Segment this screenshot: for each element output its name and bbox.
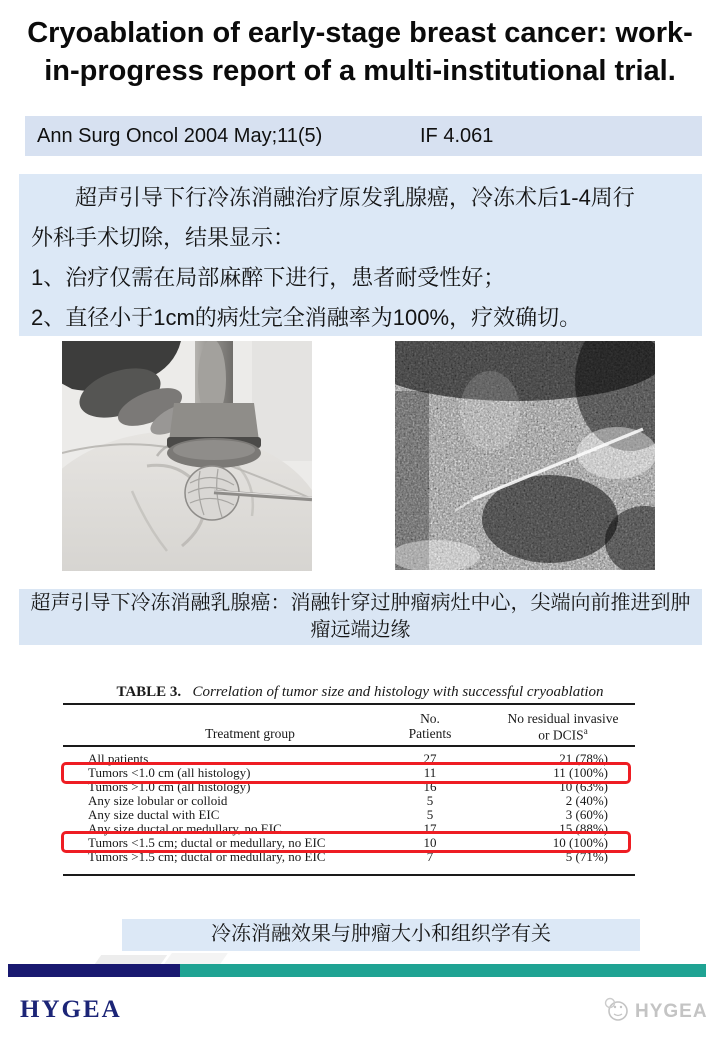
page-title-line1: Cryoablation of early-stage breast cancer: work- bbox=[27, 17, 693, 49]
row-n: 11 bbox=[423, 765, 437, 780]
table-col-header-no: No. bbox=[420, 711, 440, 726]
row-result: 21 (78%) bbox=[559, 751, 608, 766]
highlight-box-tumors-lt-1-5cm bbox=[61, 831, 631, 853]
page-title-line2: in-progress report of a multi-institutional trial. bbox=[44, 55, 676, 87]
row-result: 3 (60%) bbox=[565, 807, 608, 822]
row-result: 10 (100%) bbox=[552, 835, 608, 850]
row-result: 11 (100%) bbox=[553, 765, 608, 780]
table-row bbox=[88, 807, 628, 821]
ultrasound-scan-svg bbox=[395, 341, 655, 570]
journal-citation: Ann Surg Oncol 2004 May;11(5) bbox=[37, 124, 323, 147]
row-group: Tumors >1.5 cm; ductal or medullary, no EIC bbox=[88, 849, 326, 864]
row-result: 15 (88%) bbox=[559, 821, 608, 836]
row-result: 2 (40%) bbox=[565, 793, 608, 808]
page-title bbox=[10, 14, 710, 90]
journal-bar bbox=[25, 116, 702, 156]
row-n: 7 bbox=[426, 849, 434, 864]
hygea-globe-icon bbox=[602, 995, 630, 1028]
row-n: 5 bbox=[426, 807, 434, 822]
summary-line2: 外科手术切除，结果显示： bbox=[31, 225, 296, 250]
table-col-header-residual1: No residual invasive bbox=[507, 711, 619, 726]
summary-line1: 超声引导下行冷冻消融治疗原发乳腺癌，冷冻术后1-4周行 bbox=[75, 185, 635, 210]
hygea-watermark bbox=[602, 995, 708, 1028]
row-group: All patients bbox=[88, 751, 149, 766]
row-group: Tumors <1.0 cm (all histology) bbox=[88, 765, 251, 780]
row-result: 5 (71%) bbox=[565, 849, 608, 864]
table-title bbox=[45, 684, 675, 701]
row-group: Tumors <1.5 cm; ductal or medullary, no EIC bbox=[88, 835, 326, 850]
row-group: Tumors >1.0 cm (all histology) bbox=[88, 779, 251, 794]
row-result: 10 (63%) bbox=[559, 779, 608, 794]
table-row bbox=[88, 793, 628, 807]
row-group: Any size ductal or medullary, no EIC bbox=[88, 821, 282, 836]
footer-swoosh-decoration bbox=[95, 955, 167, 964]
hygea-watermark-text: HYGEA bbox=[635, 1000, 708, 1022]
row-n: 27 bbox=[423, 751, 437, 766]
ultrasound-scan-image bbox=[395, 341, 655, 570]
table-col-header-residual2-text: or DCIS bbox=[538, 727, 584, 743]
table-title-text: Correlation of tumor size and histology with successful cryoablation bbox=[192, 684, 604, 700]
row-n: 17 bbox=[423, 821, 437, 836]
row-n: 10 bbox=[423, 835, 437, 850]
cryoablation-illustration bbox=[62, 341, 312, 571]
journal-table bbox=[45, 678, 675, 903]
summary-point2: 2、直径小于1cm的病灶完全消融率为100%，疗效确切。 bbox=[31, 305, 582, 330]
impact-factor: IF 4.061 bbox=[420, 124, 494, 147]
footer-swoosh-decoration bbox=[164, 953, 228, 964]
table-col-header-patients: Patients bbox=[408, 726, 452, 741]
row-n: 5 bbox=[426, 793, 434, 808]
hygea-logo: HYGEA bbox=[20, 996, 122, 1023]
highlight-box-tumors-lt-1cm bbox=[61, 762, 631, 784]
table-caption: 冷冻消融效果与肿瘤大小和组织学有关 bbox=[122, 919, 640, 951]
summary-panel bbox=[19, 174, 702, 336]
table-title-label: TABLE 3. bbox=[116, 684, 182, 700]
table-col-header-residual2 bbox=[483, 726, 643, 744]
cryoablation-illustration-svg bbox=[62, 341, 312, 571]
table-rule-top bbox=[63, 703, 635, 705]
table-col-header-residual2-sup: a bbox=[583, 726, 588, 736]
figure-caption: 超声引导下冷冻消融乳腺癌：消融针穿过肿瘤病灶中心，尖端向前推进到肿瘤远端边缘 bbox=[19, 589, 702, 645]
table-rule-mid bbox=[63, 745, 635, 747]
summary-point1: 1、治疗仅需在局部麻醉下进行，患者耐受性好； bbox=[31, 265, 506, 290]
row-n: 16 bbox=[423, 779, 437, 794]
table-col-header-group: Treatment group bbox=[205, 726, 295, 741]
row-group: Any size ductal with EIC bbox=[88, 807, 220, 822]
footer-bar-teal bbox=[180, 964, 706, 977]
row-group: Any size lobular or colloid bbox=[88, 793, 228, 808]
footer-bar-navy bbox=[8, 964, 180, 977]
table-rule-bottom bbox=[63, 874, 635, 876]
